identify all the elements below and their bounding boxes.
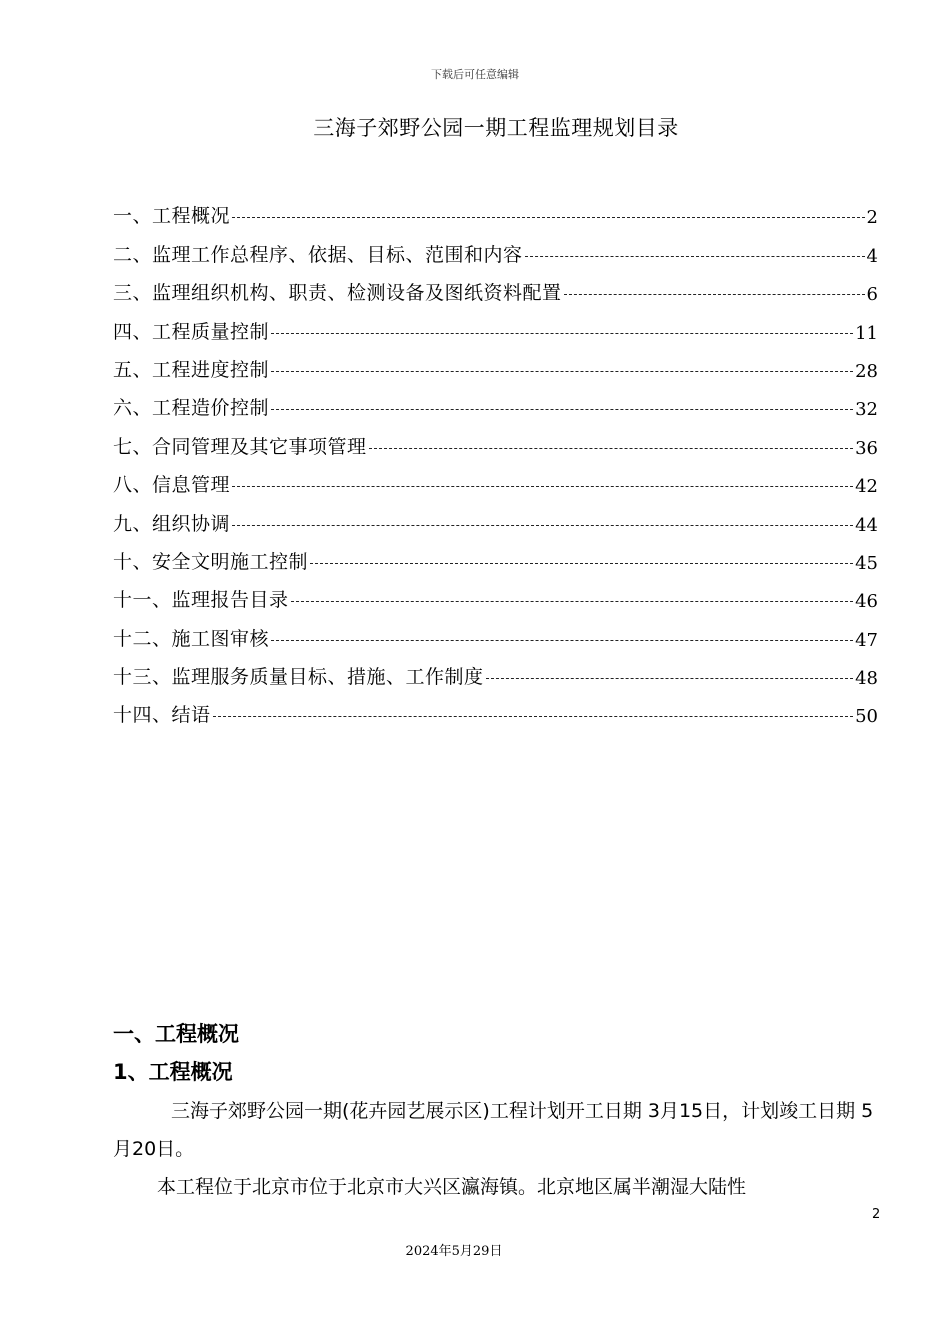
toc-entry-page: 11 [855, 322, 878, 344]
header-note: 下载后可任意编辑 [431, 68, 519, 81]
toc-entry-page: 48 [855, 668, 878, 690]
toc-entry-label: 十一、监理报告目录 [113, 589, 289, 612]
toc-entry[interactable] [113, 190, 878, 228]
toc-entry-label: 九、组织协调 [113, 512, 231, 535]
toc-entry-label: 八、信息管理 [113, 474, 231, 497]
body-paragraph: 三海子郊野公园一期(花卉园艺展示区)工程计划开工日期 3月15日，计划竣工日期 5月20日。 [113, 1100, 874, 1160]
toc-entry-label: 十三、监理服务质量目标、措施、工作制度 [113, 666, 484, 689]
toc-leader-dashes [232, 486, 853, 487]
toc-entry[interactable] [113, 420, 878, 458]
toc-entry-label: 十、安全文明施工控制 [113, 550, 309, 573]
toc-leader-dashes [271, 371, 853, 372]
toc-entry-page: 32 [855, 399, 878, 421]
toc-entry-page: 36 [855, 437, 878, 459]
toc-entry-page: 42 [855, 476, 878, 498]
toc-entry[interactable] [113, 536, 878, 574]
toc-leader-dashes [369, 448, 854, 449]
toc-entry-page: 44 [855, 514, 878, 536]
section-subheading: 1、工程概况 [113, 1060, 233, 1084]
footer-date: 2024年5月29日 [405, 1244, 503, 1259]
toc-entry[interactable] [113, 612, 878, 650]
toc-entry-label: 一、工程概况 [113, 205, 231, 228]
toc-entry-page: 47 [855, 629, 878, 651]
page-number: 2 [872, 1207, 881, 1222]
toc-entry[interactable] [113, 689, 878, 727]
toc-leader-dashes [271, 409, 853, 410]
toc-entry-page: 45 [855, 552, 878, 574]
document-title: 三海子郊野公园一期工程监理规划目录 [313, 116, 679, 140]
toc-leader-dashes [525, 256, 865, 257]
toc-entry-page: 4 [866, 245, 878, 267]
toc-entry[interactable] [113, 228, 878, 266]
toc-entry-page: 46 [855, 591, 878, 613]
toc-leader-dashes [232, 217, 865, 218]
toc-entry-label: 十二、施工图审核 [113, 627, 270, 650]
toc-entry-label: 六、工程造价控制 [113, 397, 270, 420]
toc-entry[interactable] [113, 574, 878, 612]
toc-entry-page: 2 [866, 207, 878, 229]
toc-entry[interactable] [113, 344, 878, 382]
toc-leader-dashes [564, 294, 865, 295]
toc-entry-page: 50 [855, 706, 878, 728]
toc-entry[interactable] [113, 267, 878, 305]
toc-entry-label: 四、工程质量控制 [113, 320, 270, 343]
toc-entry-label: 七、合同管理及其它事项管理 [113, 435, 367, 458]
toc-entry-page: 28 [855, 360, 878, 382]
toc-leader-dashes [213, 716, 854, 717]
toc-leader-dashes [271, 333, 853, 334]
toc-leader-dashes [271, 640, 853, 641]
toc-entry[interactable] [113, 651, 878, 689]
section-heading: 一、工程概况 [113, 1022, 239, 1046]
toc-leader-dashes [291, 601, 854, 602]
toc-entry-label: 三、监理组织机构、职责、检测设备及图纸资料配置 [113, 282, 562, 305]
toc-entry[interactable] [113, 305, 878, 343]
table-of-contents [113, 190, 878, 727]
toc-entry[interactable] [113, 382, 878, 420]
toc-leader-dashes [310, 563, 853, 564]
toc-entry-label: 十四、结语 [113, 704, 211, 727]
toc-entry[interactable] [113, 459, 878, 497]
toc-leader-dashes [232, 525, 853, 526]
body-paragraph: 本工程位于北京市位于北京市大兴区瀛海镇。北京地区属半潮湿大陆性 [157, 1176, 747, 1198]
toc-leader-dashes [486, 678, 854, 679]
toc-entry-label: 五、工程进度控制 [113, 358, 270, 381]
toc-entry-label: 二、监理工作总程序、依据、目标、范围和内容 [113, 243, 523, 266]
toc-entry[interactable] [113, 497, 878, 535]
toc-entry-page: 6 [866, 284, 878, 306]
